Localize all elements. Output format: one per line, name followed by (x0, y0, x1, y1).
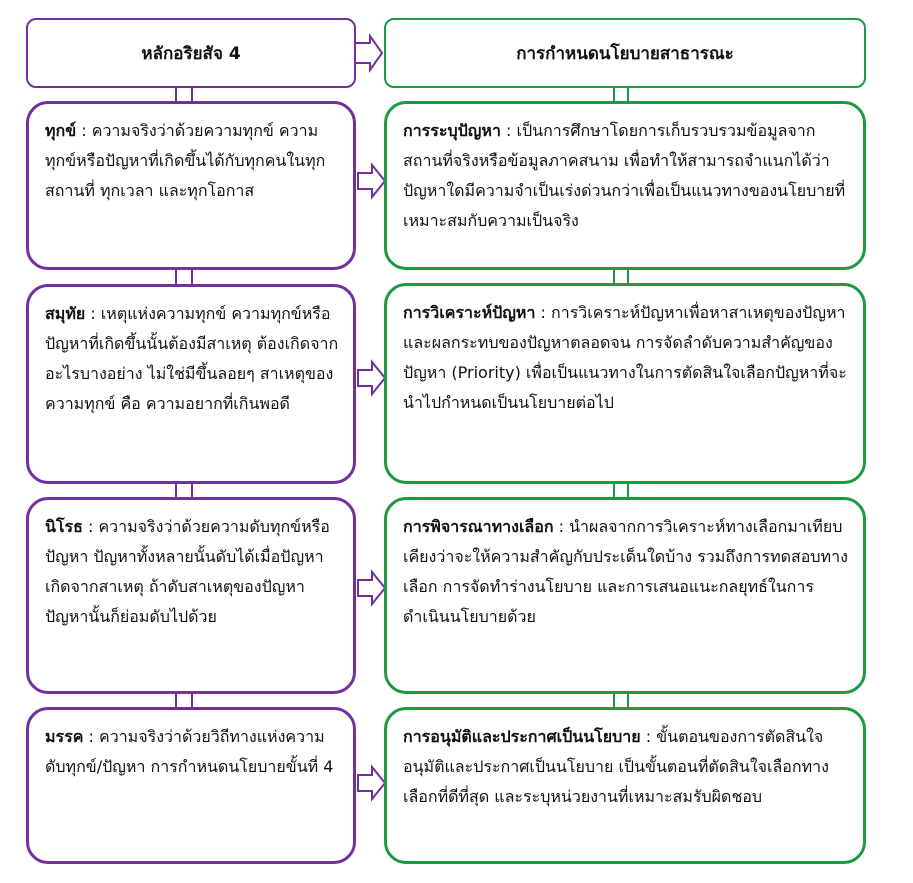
right-header-label: การกำหนดนโยบายสาธารณะ (516, 43, 734, 64)
arrow-row-4 (358, 767, 385, 799)
term-label: การพิจารณาทางเลือก (403, 517, 554, 536)
description-text: : เป็นการศึกษาโดยการเก็บรวบรวมข้อมูลจากสถานที่จริงหรือข้อมูลภาคสนาม เพื่อทำให้สามารถจำแนกได้ว่าปัญหาใดมีความจำเป็นเร่งด่วนกว่าเพื่อเป็นแนวทางของนโยบายที่เหมาะสมกับความเป็นจริง (403, 121, 846, 230)
right-box-alternatives (384, 497, 866, 694)
right-header (384, 18, 866, 88)
description-text: : นำผลจากการวิเคราะห์ทางเลือกมาเทียบเคียงว่าจะให้ความสำคัญกับประเด็นใดบ้าง รวมถึงการทดสอบทางเลือก การจัดทำร่างนโยบาย และการเสนอแนะกลยุทธ์ในการดำเนินนโยบายด้วย (403, 517, 848, 626)
term-label: การระบุปัญหา (403, 121, 501, 140)
arrow-row-3 (358, 572, 385, 604)
left-box-nirodha (26, 497, 356, 694)
right-link-3 (614, 692, 628, 708)
description-text: : ความจริงว่าด้วยความดับทุกข์หรือปัญหา ปัญหาทั้งหลายนั้นดับได้เมื่อปัญหาเกิดจากสาเหตุ ถ้าดับสาเหตุของปัญหา ปัญหานั้นก็ย่อมดับไปด้วย (45, 517, 330, 626)
right-link-1 (614, 268, 628, 284)
left-header-label: หลักอริยสัจ 4 (141, 43, 241, 64)
term-label: ทุกข์ (45, 121, 77, 140)
term-label: สมุทัย (45, 304, 86, 323)
right-link-2 (614, 482, 628, 498)
left-link-0 (176, 86, 192, 102)
description-text: : เหตุแห่งความทุกข์ ความทุกข์หรือปัญหาที่เกิดขึ้นนั้นต้องมีสาเหตุ ต้องเกิดจากอะไรบางอย่าง ไม่ใช่มีขึ้นลอยๆ สาเหตุของความทุกข์ คือ ความอยากที่เกินพอดี (45, 304, 339, 413)
left-box-dukkha (26, 101, 356, 270)
term-label: นิโรธ (45, 517, 83, 536)
description-text: : ขั้นตอนของการตัดสินใจอนุมัติและประกาศเป็นนโยบาย เป็นขั้นตอนที่ตัดสินใจเลือกทางเลือกที่ดีที่สุด และระบุหน่วยงานที่เหมาะสมรับผิดชอบ (403, 727, 829, 806)
right-link-0 (614, 86, 628, 102)
right-box-approval (384, 707, 866, 864)
left-box-magga (26, 707, 356, 864)
left-box-samudaya (26, 284, 356, 484)
arrow-row-2 (358, 362, 385, 394)
right-box-problem-analysis (384, 283, 866, 484)
left-link-2 (176, 482, 192, 498)
description-text: : ความจริงว่าด้วยความทุกข์ ความทุกข์หรือปัญหาที่เกิดขึ้นได้กับทุกคนในทุกสถานที่ ทุกเวลา และทุกโอกาส (45, 121, 326, 200)
arrow-row-1 (358, 165, 385, 197)
left-link-3 (176, 692, 192, 708)
arrow-header (355, 36, 382, 70)
left-header (26, 18, 356, 88)
term-label: การอนุมัติและประกาศเป็นนโยบาย (403, 727, 641, 746)
right-box-problem-identification (384, 101, 866, 270)
description-text: : ความจริงว่าด้วยวิถีทางแห่งความดับทุกข์/ปัญหา การกำหนดนโยบายขั้นที่ 4 (45, 727, 334, 776)
term-label: มรรค (45, 727, 84, 746)
term-label: การวิเคราะห์ปัญหา (403, 303, 536, 322)
description-text: : การวิเคราะห์ปัญหาเพื่อหาสาเหตุของปัญหาและผลกระทบของปัญหาตลอดจน การจัดลำดับความสำคัญของปัญหา (Priority) เพื่อเป็นแนวทางในการตัดสินใจเลือกปัญหาที่จะนำไปกำหนดเป็นนโยบายต่อไป (403, 303, 847, 412)
